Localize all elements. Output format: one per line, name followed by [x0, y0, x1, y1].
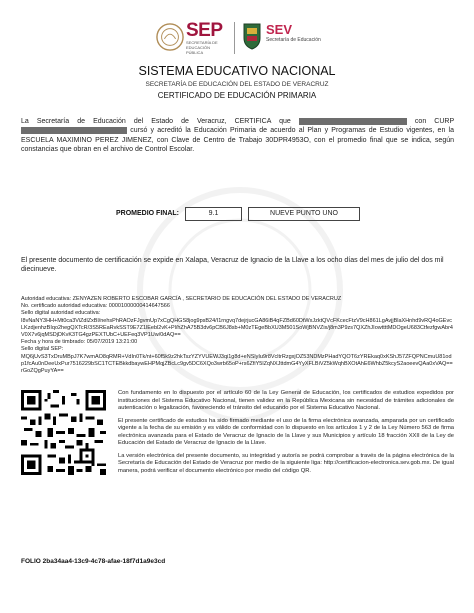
final-grade-row [0, 207, 474, 221]
legal-notes [118, 390, 454, 480]
issue-statement: El presente documento de certificación se expide en Xalapa, Veracruz de Ignacio de la Llave a los ocho días del mes de julio del dos mil diecinueve. [21, 257, 444, 274]
qr-code[interactable] [21, 390, 106, 475]
sep-subtitle: SECRETARÍA DE EDUCACIÓN PÚBLICA [186, 40, 218, 55]
sep-logo-text: SEP [186, 20, 223, 41]
authority-certificate-number: No. certificado autoridad educativa: 00001000000414647566 [21, 303, 170, 310]
redacted-name [299, 118, 407, 125]
final-grade-label: PROMEDIO FINAL: [116, 210, 179, 217]
certification-paragraph [21, 117, 454, 154]
redacted-curp [21, 127, 127, 134]
document-title: SISTEMA EDUCATIVO NACIONAL [138, 64, 336, 78]
sep-seal-tail: rGoZQgPuyYA== [21, 368, 64, 375]
authority-seal-value: I8vNaNY3HH+Mt0ca3ViZdlZxBl/nehsPhRAOzFJgvmUp7xCgQHGS8jog9psB24/I1rngvq7dejrjucGA86iB4qFZBd60DtWxJzktQVcFKcecFtzV9cH861LgAvjjBlaXHnhd9vRQ4oGEvcLKzdjenhzBIqo2hegQXTcR/3S5REaRvkSST9E7Z1lEebl2vK+Pl/hZhA75B3dv6pCB6J8sb+M0zTEgeBbXU3M501SoWjBNVZix/j8m3P9zs7QXZhJIowttttMDOgeU683CtfezfgwAbr4V0X7v6jqMSDjDKvK3TG4gzPEXTUbC+UEFeq3VP1Uw/0dAQ== [21, 317, 453, 339]
certifies-text: La Secretaría de Educación del Estado de Veracruz, CERTIFICA que [21, 118, 291, 125]
folio-number: FOLIO 2ba34aa4-13c9-4c78-afae-18f7d1a9e3cd [21, 558, 166, 565]
sev-logo-text: SEV [266, 22, 293, 37]
legal-verification-paragraph: La versión electrónica del presente documento, su integridad y autoría se podrá comprobar a través de la página electrónica de la Secretaría de Educación del Estado de Veracruz por medio de la siguiente liga: http://certificacion-electronica.sev.gob.mx. De igual manera, podrá verificar el documento electrónico por medio del código QR. [118, 452, 454, 474]
certificate-type: CERTIFICADO DE EDUCACIÓN PRIMARIA [157, 91, 317, 100]
educational-authority: Autoridad educativa: ZENYAZEN ROBERTO ESCOBAR GARCÍA , SECRETARIO DE EDUCACIÓN DEL ESTADO DE VERACRUZ [21, 296, 342, 302]
legal-validity-paragraph: Con fundamento en lo dispuesto por el artículo 60 de la Ley General de Educación, los certificados de estudios expedidos por instituciones del Sistema Educativo Nacional, tienen validez en la República Mexicana sin necesidad de trámites adicionales de autenticación o legalización, favoreciendo el tránsito del educando por el Sistema Educativo Nacional. [118, 390, 454, 411]
sep-seal-label: Sello digital SEP: [21, 346, 64, 353]
final-grade-words: NUEVE PUNTO UNO [248, 207, 360, 221]
sep-emblem-icon [156, 20, 184, 54]
sep-seal-value: MQ6jUvS3TxDruMBpJ7K7wmAO8qRMR+VdIn0Tk/nt+60f5k9z2hkTszYZYVUEWJ3qi1g8d+eNSlyIu9r8VcltrRzgxjOZ53NDMzPHadYQOT6zYREkaq0xKShJ57ZFQPNCmuU81odp1fcAu0nDeeUxPur7516229bSC1TCTEBkkdbaywEHPMqjZBcLc9gv5DC6XQo3wrb65oP+rs6ZfiY5lZqNXJttdmG4YyXFLBiVZ5kWqhBXOtAhE6WhbZ5kcyS2aoeevQAa0xVAQ== [21, 353, 453, 367]
curp-label: con CURP [414, 118, 454, 125]
header-divider [234, 22, 235, 54]
authority-seal-label: Sello digital autoridad educativa: [21, 310, 101, 317]
stamp-datetime: Fecha y hora de timbrado: 05/07/2019 13:21:00 [21, 339, 138, 346]
issuing-secretariat: SECRETARÍA DE EDUCACIÓN DEL ESTADO DE VERACRUZ [145, 81, 329, 88]
sev-subtitle: Secretaría de Educación [266, 37, 321, 43]
legal-signature-paragraph: El presente certificado de estudios ha sido firmado mediante el uso de la firma electrónica avanzada, amparada por un certificado vigente a la fecha de su emisión y es válido de conformidad con lo dispuesto en los artículos 1 y 2 de la Ley Número 563 de firma electrónica avanzada para el Estado de Veracruz de Ignacio de la Llave y sus Municipios y artículo 18 fracción XXII de la Ley de Educación del Estado de Veracruz de Ignacio de la Llave. [118, 417, 454, 446]
final-grade-number: 9.1 [185, 207, 242, 221]
studies-text: cursó y acreditó la Educación Primaria de acuerdo al Plan y Programas de Estudio vigentes, en la ESCUELA MAXIMINO PEREZ JIMENEZ, con Clave de Centro de Trabajo 30DPR4953O, con el promedio final que se indica, según constancias que obran en el archivo de Control Escolar. [21, 127, 454, 153]
veracruz-shield-icon [242, 22, 262, 50]
digital-seal-block [21, 296, 454, 375]
